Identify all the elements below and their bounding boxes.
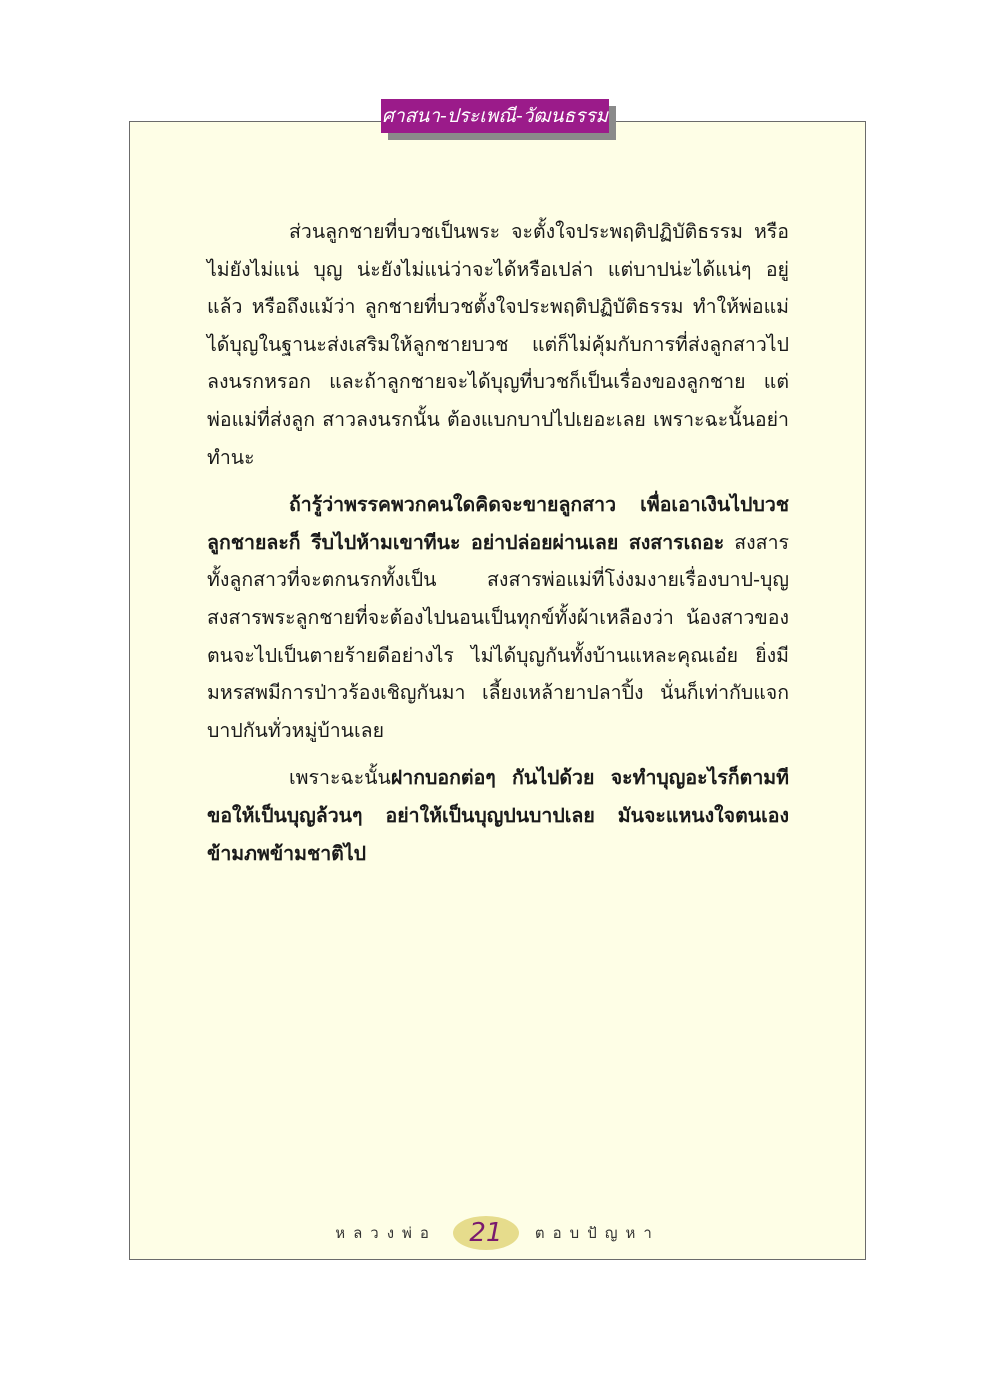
footer-left-text: หลวงพ่อ: [335, 1224, 437, 1242]
paragraph-3: [207, 759, 789, 872]
page-number: 21: [469, 1218, 503, 1248]
paragraph-2: [207, 486, 789, 749]
paragraph-bold-text: ฝากบอกต่อๆ กันไปด้วย จะทำบุญอะไรก็ตามที ขอให้เป็นบุญล้วนๆ อย่าให้เป็นบุญปนบาปเลย มันจะแหนงใจตนเองข้ามภพข้ามชาติไป: [207, 766, 789, 865]
paragraph-text: เพราะฉะนั้น: [289, 766, 391, 790]
paragraph-text: ส่วนลูกชายที่บวชเป็นพระ จะตั้งใจประพฤติปฏิบัติธรรม หรือไม่ยังไม่แน่ บุญ น่ะยังไม่แน่ว่าจะได้หรือเปล่า แต่บาปน่ะได้แน่ๆ อยู่แล้ว หรือถึงแม้ว่า ลูกชายที่บวชตั้งใจประพฤติปฏิบัติธรรม ทำให้พ่อแม่ได้บุญในฐานะส่งเสริมให้ลูกชายบวช แต่ก็ไม่คุ้มกับการที่ส่งลูกสาวไปลงนรกหรอก และถ้าลูกชายจะได้บุญที่บวชก็เป็นเรื่องของลูกชาย แต่พ่อแม่ที่ส่งลูก สาวลงนรกนั้น ต้องแบกบาปไปเยอะเลย เพราะฉะนั้นอย่าทำนะ: [207, 220, 789, 469]
page-number-badge: [453, 1216, 519, 1250]
paragraph-bold-text: ถ้ารู้ว่าพรรคพวกคนใดคิดจะขายลูกสาว เพื่อเอาเงินไปบวชลูกชายละก็ รีบไปห้ามเขาทีนะ อย่าปล่อยผ่านเลย สงสารเถอะ: [207, 493, 789, 554]
paragraph-text: สงสารทั้งลูกสาวที่จะตกนรกทั้งเป็น สงสารพ่อแม่ที่โง่งมงายเรื่องบาป-บุญ สงสารพระลูกชายที่จะต้องไปนอนเป็นทุกข์ทั้งผ้าเหลืองว่า น้องสาวของตนจะไปเป็นตายร้ายดีอย่างไร ไม่ได้บุญกันทั้งบ้านแหละคุณเอ๋ย ยิ่งมีมหรสพมีการป่าวร้องเชิญกันมา เลี้ยงเหล้ายาปลาปิ้ง นั่นก็เท่ากับแจกบาปกันทั่วหมู่บ้านเลย: [207, 530, 789, 742]
section-header-tab: [381, 99, 609, 133]
footer-right-text: ตอบปัญหา: [534, 1224, 660, 1242]
paragraph-1: [207, 213, 789, 476]
page-footer: [129, 1213, 866, 1253]
article-body: [207, 213, 789, 882]
section-title: ศาสนา-ประเพณี-วัฒนธรรม: [381, 105, 609, 127]
